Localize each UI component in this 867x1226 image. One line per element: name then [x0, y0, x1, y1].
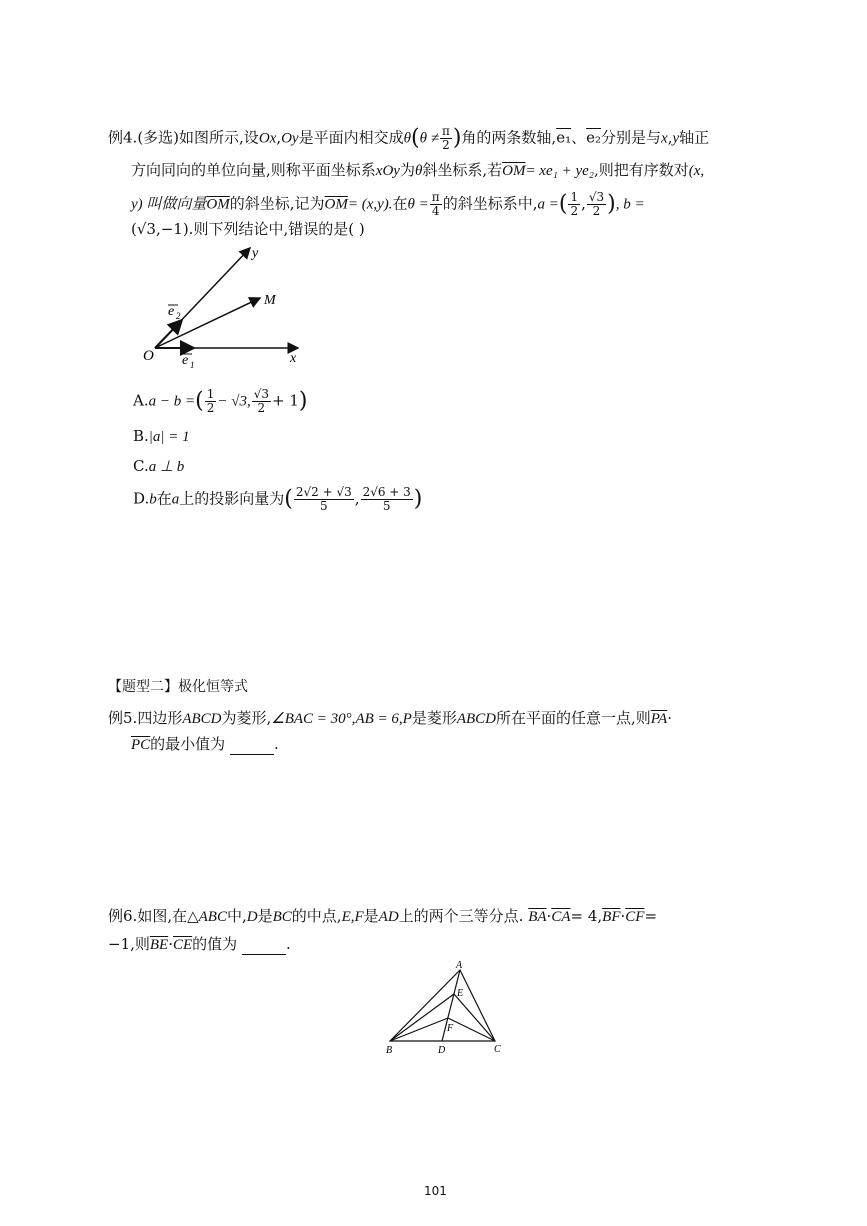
label-A: A [456, 960, 463, 971]
ex4-label: 例4. [108, 128, 138, 147]
triangle-abc [390, 970, 495, 1041]
label-D: D [438, 1045, 446, 1056]
answer-blank-ex6[interactable] [242, 940, 286, 955]
label-C: C [494, 1044, 501, 1055]
label-y: y [252, 246, 259, 261]
ex4-line4: (√3,−1).则下列结论中,错误的是( ) [131, 220, 365, 238]
triangle-figure [380, 958, 510, 1058]
option-c[interactable]: C.a ⊥ b [133, 457, 185, 475]
label-B: B [386, 1045, 393, 1056]
ex5-line2: $\overline{PC}$的最小值为 . [131, 735, 279, 753]
ex5-line1: 例5.四边形ABCD为菱形,∠BAC = 30°,AB = 6,P是菱形ABCD所在平面的任意一点,则$\overline{PA}\cdot$ [108, 709, 672, 727]
ex4-line2: 方向同向的单位向量,则称平面坐标系xOy为θ斜坐标系,若$\overline{OM}= xe_1 + ye_2$,则把有序数对(x, [131, 161, 705, 179]
oblique-axes-figure [140, 240, 320, 370]
segment-cf [448, 1018, 495, 1041]
ex4-line3: y) 叫做向量$\overline{OM}$的斜坐标,记为$\overline{OM}= (x,y)$.在θ = $\frac{\pi}{4}$ 的斜坐标系中,a =( $\frac{1}{2}$ , $\frac{√3}{2}$ ), b = [131, 190, 645, 218]
section-heading: 【题型二】极化恒等式 [108, 679, 248, 695]
segment-ce [454, 994, 495, 1041]
option-d[interactable]: D.b在a上的投影向量为( $\frac{2√2 + √3}{5}$ , $\frac{2√6 + 3}{5}$ ) [133, 485, 423, 513]
answer-blank-ex5[interactable] [230, 740, 274, 755]
label-x: x [290, 351, 297, 366]
label-e2: e [168, 304, 175, 319]
ex4-line1: 例4.(多选)如图所示,设Ox,Oy是平面内相交成θ(θ ≠ $\frac{\pi}{2}$ )角的两条数轴,e₁、e₂分别是与x,y轴正 [108, 124, 710, 152]
label-E: E [457, 988, 464, 999]
label-O: O [143, 348, 154, 364]
pi-over-2: $\frac{\pi}{2}$ [441, 124, 450, 152]
ex6-line1: 例6.如图,在△ABC中,D是BC的中点,E,F是AD上的两个三等分点. $\overline{BA}\cdot\overline{CA}= 4,\overline{BF}\cdot\overline{CF}=$ [108, 907, 658, 925]
option-b[interactable]: B.|a| = 1 [133, 427, 190, 445]
option-a[interactable]: A.a − b =( $\frac{1}{2}$ − √3, $\frac{√3}{2}$ + 1) [133, 387, 308, 415]
label-M: M [264, 293, 276, 308]
label-e1: e [182, 353, 189, 368]
e2-vector [155, 320, 182, 348]
label-e2-sub: 2 [176, 311, 181, 321]
page-number: 101 [424, 1184, 447, 1198]
label-e1-sub: 1 [190, 360, 195, 370]
ex6-line2: −1,则$\overline{BE}\cdot\overline{CE}$的值为 . [108, 935, 291, 953]
segment-bf [390, 1018, 448, 1041]
label-F: F [447, 1023, 454, 1034]
